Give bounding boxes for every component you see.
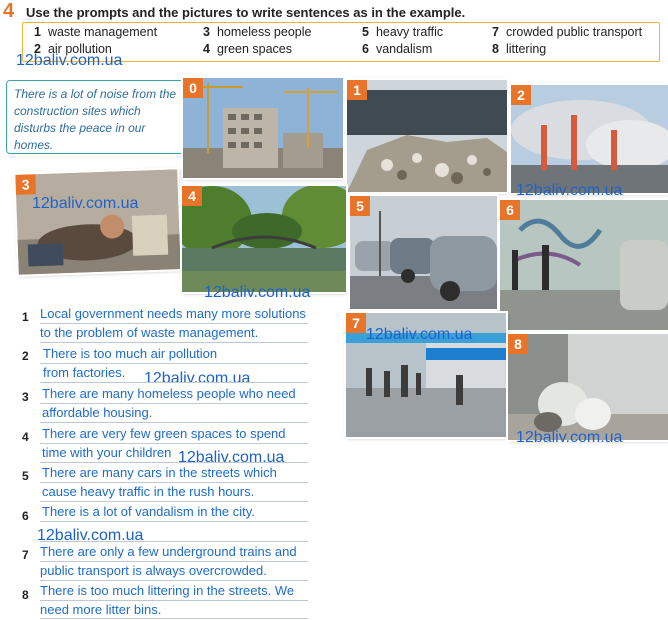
watermark: 12baliv.com.ua (144, 370, 251, 387)
prompt-item: 5 heavy traffic (362, 25, 444, 39)
writing-line (40, 501, 308, 502)
photo-number-tag: 6 (500, 200, 520, 220)
watermark: 12baliv.com.ua (37, 527, 144, 544)
photo-heavy-traffic (350, 196, 497, 309)
photo-littering (508, 334, 668, 440)
photo-construction (183, 78, 343, 178)
answer-number: 7 (22, 548, 29, 562)
prompt-item: 7 crowded public transport (492, 25, 643, 39)
answer-line: There is too much air pollution (43, 346, 218, 361)
photo-number-tag: 4 (182, 186, 202, 206)
answer-line: There are many cars in the streets which (42, 465, 277, 480)
answer-number: 6 (22, 509, 29, 523)
watermark: 12baliv.com.ua (366, 326, 473, 343)
photo-number-tag: 0 (183, 78, 203, 98)
answer-line: time with your children (42, 445, 172, 460)
watermark: 12baliv.com.ua (16, 52, 123, 69)
prompt-item: 2 air pollution (34, 42, 112, 56)
answer-line: cause heavy traffic in the rush hours. (42, 484, 255, 499)
writing-line (40, 422, 308, 423)
answer-number: 3 (22, 390, 29, 404)
writing-line (40, 541, 308, 542)
writing-line (40, 382, 308, 383)
photo-waste-dump (347, 80, 507, 192)
prompt-item: 1 waste management (34, 25, 158, 39)
answer-line: There are very few green spaces to spend (42, 426, 286, 441)
answer-line: public transport is always overcrowded. (40, 563, 267, 578)
answer-number: 2 (22, 349, 29, 363)
watermark: 12baliv.com.ua (516, 429, 623, 446)
prompt-item: 4 green spaces (203, 42, 293, 56)
example-sentence: There is a lot of noise from the construction sites which disturbs the peace in our homes. (14, 87, 177, 152)
photo-vandalism (500, 200, 668, 330)
exercise-number: 4 (3, 0, 15, 22)
watermark: 12baliv.com.ua (32, 195, 139, 212)
photo-green-spaces (182, 186, 346, 292)
watermark: 12baliv.com.ua (204, 284, 311, 301)
photo-number-tag: 7 (346, 313, 366, 333)
photo-number-tag: 5 (350, 196, 370, 216)
photo-number-tag: 3 (15, 174, 36, 195)
answer-line: There is a lot of vandalism in the city. (42, 504, 255, 519)
writing-line (40, 462, 308, 463)
photo-number-tag: 2 (511, 85, 531, 105)
answer-number: 5 (22, 469, 29, 483)
answer-line: There is too much littering in the streets. We (40, 583, 295, 598)
exercise-instruction: Use the prompts and the pictures to write sentences as in the example. (26, 5, 466, 20)
photo-number-tag: 1 (347, 80, 367, 100)
answer-number: 1 (22, 310, 29, 324)
writing-line (40, 342, 308, 343)
prompt-item: 8 littering (492, 42, 547, 56)
writing-line (40, 580, 308, 581)
answer-line: Local government needs many more solutions (40, 306, 306, 321)
photo-number-tag: 8 (508, 334, 528, 354)
answer-line: need more litter bins. (40, 602, 162, 617)
answer-line: from factories. (43, 365, 126, 380)
watermark: 12baliv.com.ua (178, 449, 285, 466)
photo-homeless (15, 169, 180, 275)
answer-number: 4 (22, 430, 29, 444)
answer-number: 8 (22, 588, 29, 602)
answer-line: to the problem of waste management. (40, 325, 259, 340)
writing-line (40, 618, 308, 619)
prompt-item: 3 homeless people (203, 25, 312, 39)
prompt-item: 6 vandalism (362, 42, 433, 56)
writing-line (40, 521, 308, 522)
photo-air-pollution (511, 85, 668, 193)
answer-line: affordable housing. (42, 405, 153, 420)
answer-line: There are only a few underground trains and (40, 544, 297, 559)
watermark: 12baliv.com.ua (516, 182, 623, 199)
answer-line: There are many homeless people who need (42, 386, 296, 401)
